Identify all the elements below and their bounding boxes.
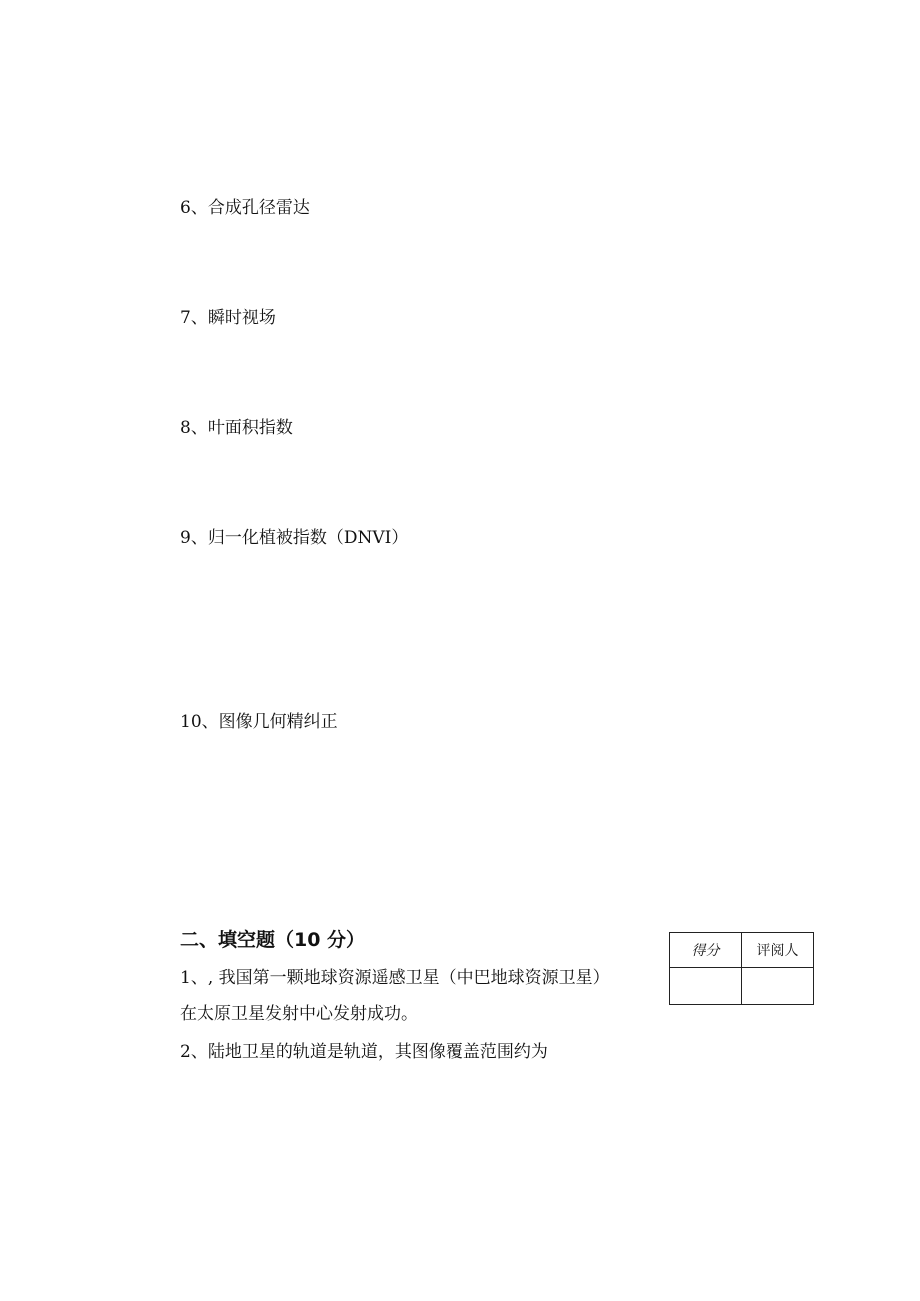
term-8: 8、叶面积指数 <box>180 418 293 438</box>
question-1-line-1: 1、, 我国第一颗地球资源遥感卫星（中巴地球资源卫星） <box>180 968 610 988</box>
question-2: 2、陆地卫星的轨道是轨道，其图像覆盖范围约为 <box>180 1042 548 1062</box>
term-10: 10、图像几何精纠正 <box>180 712 338 732</box>
term-9: 9、归一化植被指数（DNVI） <box>180 528 409 548</box>
question-1-line-2: 在太原卫星发射中心发射成功。 <box>180 1004 418 1024</box>
score-table-header-row <box>670 933 814 968</box>
score-cell[interactable] <box>670 968 742 1005</box>
score-table <box>669 932 814 1005</box>
reviewer-header: 评阅人 <box>742 933 814 968</box>
score-header: 得分 <box>670 933 742 968</box>
section-2-heading: 二、填空题（10 分） <box>180 929 366 951</box>
reviewer-cell[interactable] <box>742 968 814 1005</box>
term-6: 6、合成孔径雷达 <box>180 198 310 218</box>
score-table-body-row <box>670 968 814 1005</box>
term-7: 7、瞬时视场 <box>180 308 276 328</box>
